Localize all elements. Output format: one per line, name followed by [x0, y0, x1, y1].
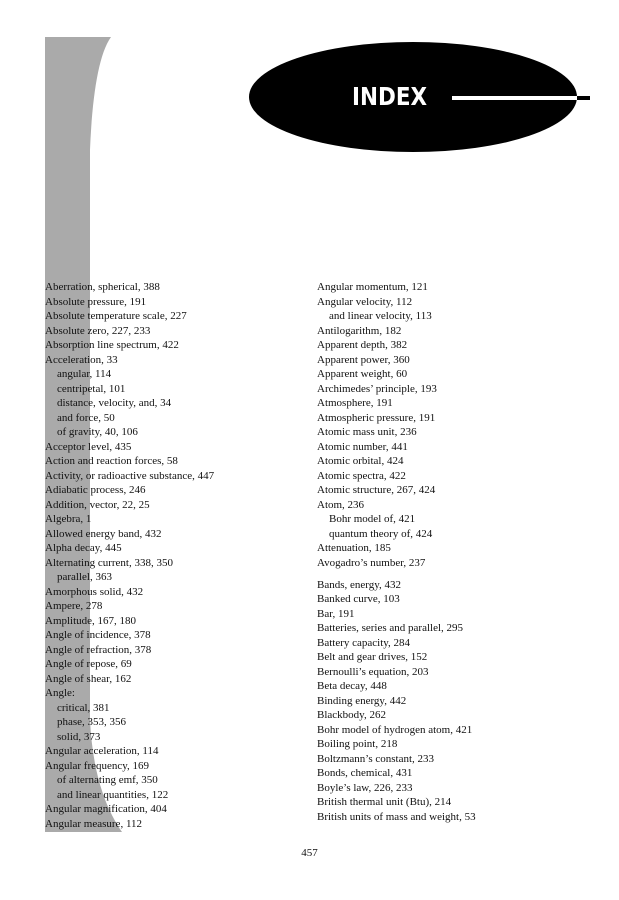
- index-entry: Bernoulli’s equation, 203: [317, 665, 429, 678]
- index-entry: Blackbody, 262: [317, 709, 386, 721]
- index-entry: Acceptor level, 435: [45, 440, 132, 453]
- index-column-right: [317, 280, 597, 824]
- index-entry: Angle of refraction, 378: [45, 643, 152, 656]
- index-entry: Atomic structure, 267, 424: [317, 484, 436, 496]
- index-entry: Allowed energy band, 432: [45, 527, 162, 540]
- index-entry: Antilogarithm, 182: [317, 324, 402, 337]
- index-entry: Aberration, spherical, 388: [45, 281, 160, 293]
- index-entry: Absolute temperature scale, 227: [45, 310, 187, 322]
- index-entry: Atom, 236: [317, 498, 365, 511]
- index-entry: Attenuation, 185: [317, 542, 391, 554]
- index-entry: Angle of shear, 162: [45, 672, 132, 685]
- index-subentry: critical, 381: [57, 701, 110, 714]
- index-subentry: parallel, 363: [57, 571, 112, 583]
- index-entry: British units of mass and weight, 53: [317, 810, 476, 823]
- index-entry: Boiling point, 218: [317, 738, 398, 750]
- index-entry: Addition, vector, 22, 25: [45, 498, 150, 511]
- index-entry: Angular acceleration, 114: [45, 745, 159, 757]
- index-subentry: and force, 50: [57, 411, 115, 424]
- index-entry: Alpha decay, 445: [45, 542, 122, 554]
- index-entry: Boyle’s law, 226, 233: [317, 781, 413, 794]
- index-entry: Angle:: [45, 687, 75, 699]
- index-entry: Avogadro’s number, 237: [317, 556, 426, 569]
- index-entry: Amplitude, 167, 180: [45, 614, 137, 627]
- index-subentry: angular, 114: [57, 368, 112, 380]
- index-entry: Bonds, chemical, 431: [317, 767, 413, 779]
- index-entry: Adiabatic process, 246: [45, 484, 146, 496]
- index-entry: Angular momentum, 121: [317, 281, 428, 293]
- index-entry: Algebra, 1: [45, 513, 92, 525]
- title-rule: [452, 96, 588, 100]
- index-entry: Bohr model of hydrogen atom, 421: [317, 723, 473, 736]
- index-entry: Bands, energy, 432: [317, 578, 402, 591]
- title-rule-tail: [577, 96, 590, 100]
- index-entry: Archimedes’ principle, 193: [317, 382, 437, 395]
- index-entry: Atmospheric pressure, 191: [317, 411, 436, 424]
- index-entry: Absorption line spectrum, 422: [45, 339, 179, 351]
- index-entry: Apparent weight, 60: [317, 368, 408, 380]
- index-entry: Apparent power, 360: [317, 353, 410, 366]
- page-title: INDEX: [352, 82, 428, 111]
- index-entry: Atomic number, 441: [317, 440, 408, 453]
- index-entry: Absolute zero, 227, 233: [45, 324, 151, 337]
- index-entry: Alternating current, 338, 350: [45, 556, 173, 569]
- index-entry: Atomic spectra, 422: [317, 469, 406, 482]
- index-entry: Absolute pressure, 191: [45, 295, 147, 308]
- index-entry: Banked curve, 103: [317, 593, 400, 605]
- index-column-left: [45, 280, 295, 831]
- index-subentry: Bohr model of, 421: [329, 513, 416, 525]
- index-entry: Atomic mass unit, 236: [317, 426, 417, 438]
- index-entry: Activity, or radioactive substance, 447: [45, 469, 215, 482]
- index-subentry: quantum theory of, 424: [329, 527, 433, 540]
- index-entry: Angular measure, 112: [45, 817, 143, 830]
- index-entry: Angle of incidence, 378: [45, 629, 151, 641]
- index-subentry: of gravity, 40, 106: [57, 426, 138, 438]
- index-entry: Action and reaction forces, 58: [45, 455, 178, 467]
- index-entry: Apparent depth, 382: [317, 339, 408, 351]
- index-subentry: phase, 353, 356: [57, 716, 127, 728]
- index-subentry: distance, velocity, and, 34: [57, 397, 172, 409]
- index-subentry: solid, 373: [57, 730, 101, 743]
- index-entry: Batteries, series and parallel, 295: [317, 622, 464, 634]
- index-entry: Ampere, 278: [45, 600, 103, 612]
- index-entry: Atomic orbital, 424: [317, 455, 404, 467]
- index-entry: Beta decay, 448: [317, 680, 387, 692]
- index-entry: Angle of repose, 69: [45, 658, 132, 670]
- index-subentry: and linear velocity, 113: [329, 310, 432, 322]
- index-entry: Angular magnification, 404: [45, 803, 167, 815]
- index-entry: Angular frequency, 169: [45, 759, 150, 772]
- index-entry: Amorphous solid, 432: [45, 585, 144, 598]
- index-entry: Boltzmann’s constant, 233: [317, 752, 435, 765]
- index-subentry: of alternating emf, 350: [57, 774, 158, 786]
- index-entry: Battery capacity, 284: [317, 636, 411, 649]
- index-subentry: centripetal, 101: [57, 382, 126, 395]
- page-number: 457: [301, 847, 318, 859]
- index-entry: Acceleration, 33: [45, 353, 118, 366]
- index-entry: Bar, 191: [317, 607, 355, 620]
- index-entry: Atmosphere, 191: [317, 397, 393, 409]
- index-entry: Angular velocity, 112: [317, 295, 413, 308]
- index-entry: British thermal unit (Btu), 214: [317, 796, 452, 808]
- index-entry: Binding energy, 442: [317, 694, 407, 707]
- index-entry: Belt and gear drives, 152: [317, 651, 428, 663]
- index-subentry: and linear quantities, 122: [57, 788, 169, 801]
